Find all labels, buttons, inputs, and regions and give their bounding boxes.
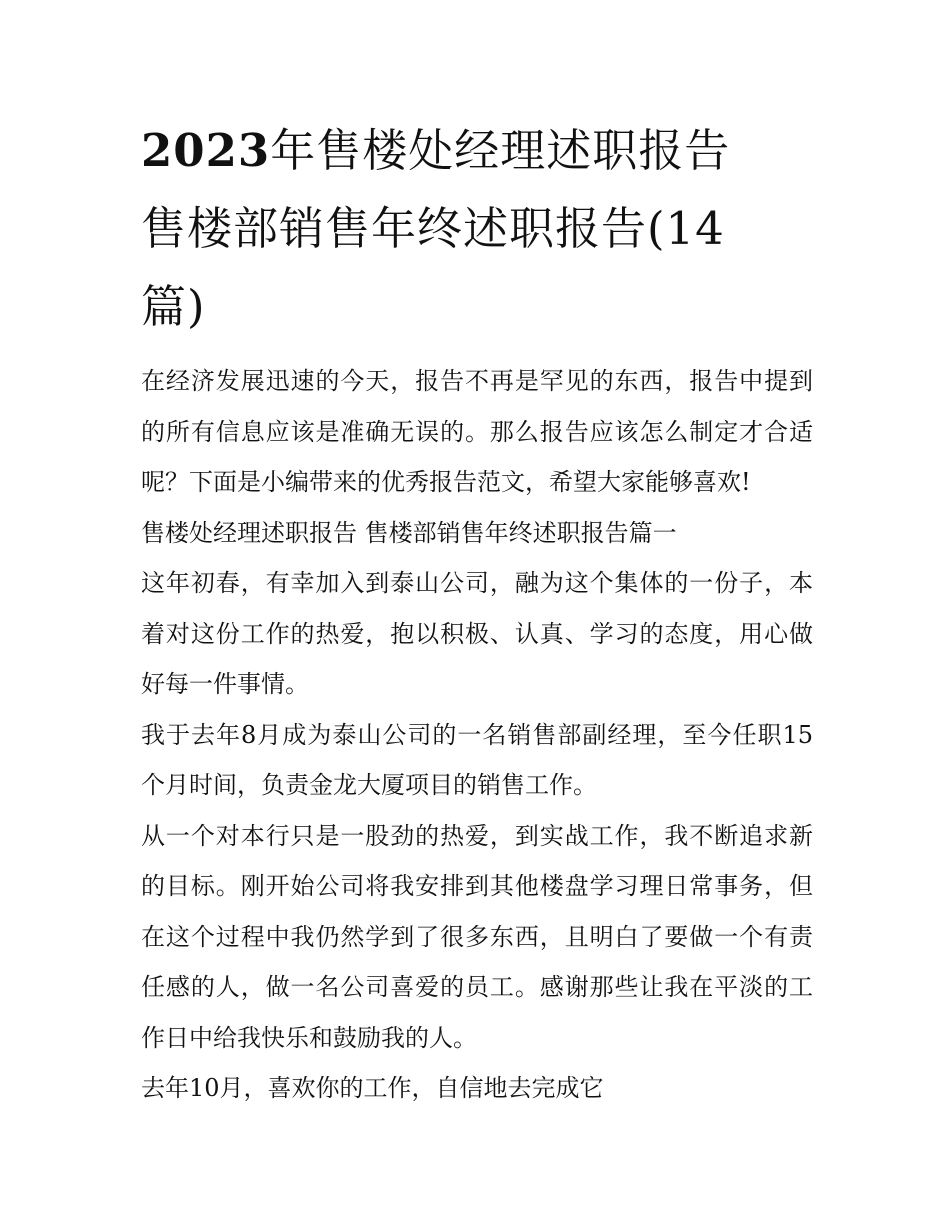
title-line: 售楼部销售年终述职报告(14 <box>141 202 725 255</box>
body-line: 呢？下面是小编带来的优秀报告范文，希望大家能够喜欢! <box>141 468 751 496</box>
body-line: 个月时间，负责金龙大厦项目的销售工作。 <box>141 771 597 799</box>
body-line: 这年初春，有幸加入到泰山公司，融为这个集体的一份子，本 <box>141 569 813 597</box>
body-line: 作日中给我快乐和鼓励我的人。 <box>141 1023 477 1052</box>
body-line: 在经济发展迅速的今天，报告不再是罕见的东西，报告中提到 <box>141 367 813 395</box>
document-body <box>141 356 813 1114</box>
body-line: 的所有信息应该是准确无误的。那么报告应该怎么制定才合适 <box>141 417 813 446</box>
body-line: 任感的人，做一名公司喜爱的员工。感谢那些让我在平淡的工 <box>141 973 813 1001</box>
document-content <box>141 112 813 1114</box>
body-line: 从一个对本行只是一股劲的热爱，到实战工作，我不断追求新 <box>141 821 813 850</box>
body-line: 去年10月，喜欢你的工作，自信地去完成它 <box>141 1074 604 1102</box>
body-line: 我于去年8月成为泰山公司的一名销售部副经理，至今任职15 <box>141 720 813 749</box>
document-title <box>141 112 813 346</box>
title-year: 2023 <box>141 124 271 177</box>
section-heading: 售楼处经理述职报告 售楼部销售年终述职报告篇一 <box>141 518 677 547</box>
body-line: 着对这份工作的热爱，抱以积极、认真、学习的态度，用心做 <box>141 619 813 648</box>
body-line: 好每一件事情。 <box>141 670 309 698</box>
title-line: 篇) <box>141 280 206 333</box>
title-line: 2023年售楼处经理述职报告 <box>141 124 731 177</box>
body-line: 在这个过程中我仍然学到了很多东西，且明白了要做一个有责 <box>141 922 813 951</box>
body-line: 的目标。刚开始公司将我安排到其他楼盘学习理日常事务，但 <box>141 872 813 900</box>
